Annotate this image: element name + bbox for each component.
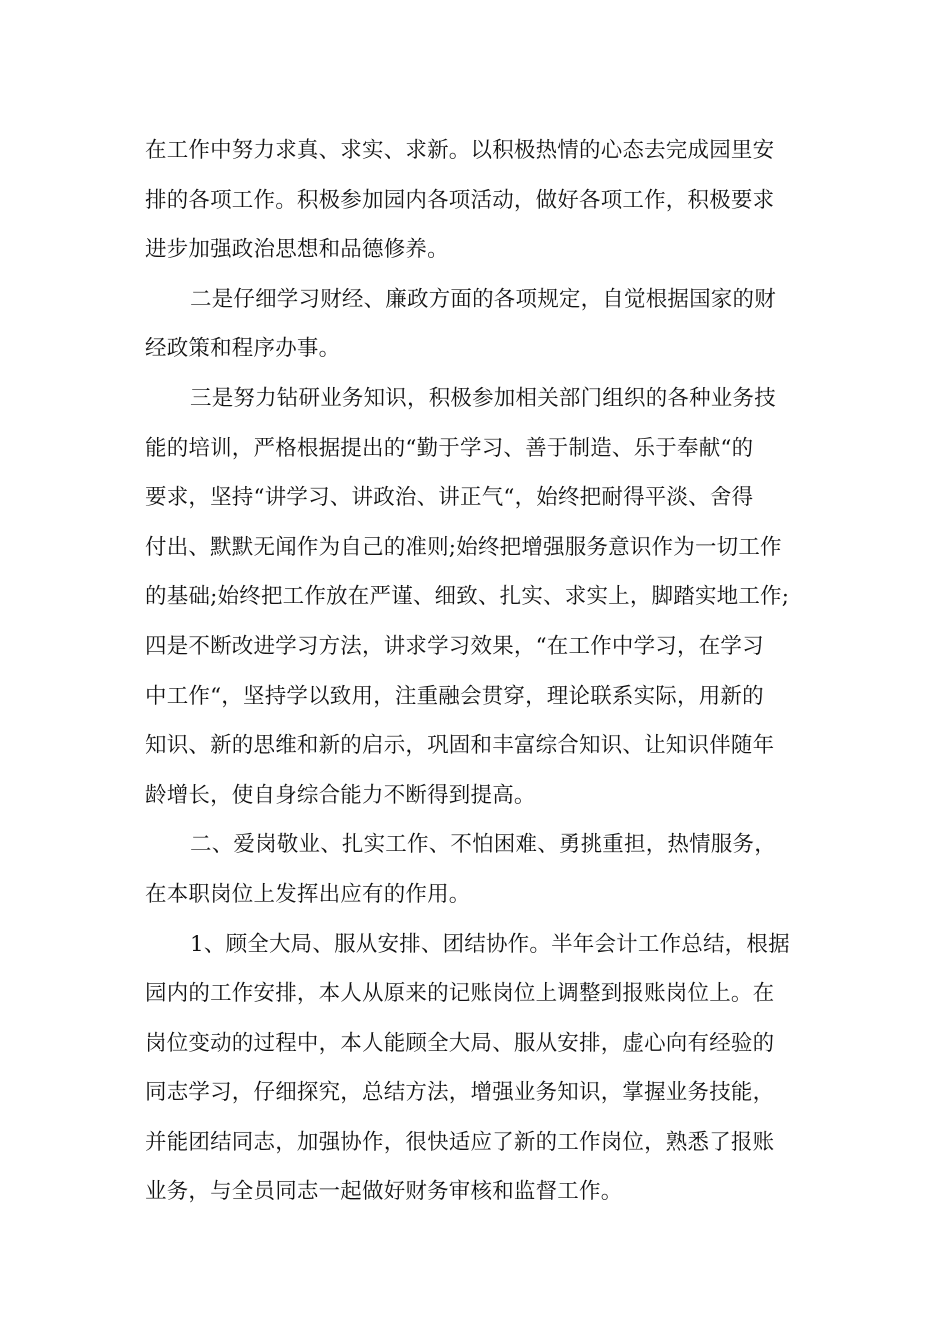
text-line: 四是不断改进学习方法，讲求学习效果，“在工作中学习，在学习 bbox=[145, 633, 764, 659]
text-line: 同志学习，仔细探究，总结方法，增强业务知识，掌握业务技能， bbox=[145, 1080, 775, 1106]
text-line: 知识、新的思维和新的启示，巩固和丰富综合知识、让知识伴随年 bbox=[145, 733, 775, 759]
text-line: 排的各项工作。积极参加园内各项活动，做好各项工作，积极要求 bbox=[145, 187, 775, 213]
text-line: 能的培训，严格根据提出的“勤于学习、善于制造、乐于奉献“的 bbox=[145, 435, 754, 461]
text-line: 进步加强政治思想和品德修养。 bbox=[145, 237, 449, 263]
paragraph-section-two-heading bbox=[145, 820, 810, 919]
text-line: 1、顾全大局、服从安排、团结协作。半年会计工作总结，根据 bbox=[190, 931, 790, 957]
text-line: 在工作中努力求真、求实、求新。以积极热情的心态去完成园里安 bbox=[145, 138, 775, 163]
document-body bbox=[145, 126, 810, 1217]
paragraph-item-one bbox=[145, 920, 810, 1218]
text-line: 并能团结同志，加强协作，很快适应了新的工作岗位，熟悉了报账 bbox=[145, 1129, 775, 1155]
text-line: 园内的工作安排，本人从原来的记账岗位上调整到报账岗位上。在 bbox=[145, 981, 775, 1007]
text-line: 二是仔细学习财经、廉政方面的各项规定，自觉根据国家的财 bbox=[190, 286, 776, 312]
text-line: 龄增长，使自身综合能力不断得到提高。 bbox=[145, 782, 536, 808]
paragraph-point-two bbox=[145, 275, 810, 374]
paragraph-point-three bbox=[145, 374, 810, 820]
text-line: 岗位变动的过程中，本人能顾全大局、服从安排，虚心向有经验的 bbox=[145, 1030, 775, 1056]
text-line: 业务，与全员同志一起做好财务审核和监督工作。 bbox=[145, 1179, 623, 1205]
text-line: 经政策和程序办事。 bbox=[145, 336, 341, 362]
text-line: 中工作“，坚持学以致用，注重融会贯穿，理论联系实际，用新的 bbox=[145, 683, 764, 709]
text-line: 的基础;始终把工作放在严谨、细致、扎实、求实上，脚踏实地工作; bbox=[145, 584, 790, 610]
text-line: 三是努力钻研业务知识，积极参加相关部门组织的各种业务技 bbox=[190, 385, 776, 411]
text-line: 在本职岗位上发挥出应有的作用。 bbox=[145, 881, 471, 907]
text-line: 付出、默默无闻作为自己的准则;始终把增强服务意识作为一切工作 bbox=[145, 534, 782, 560]
text-line: 要求，坚持“讲学习、讲政治、讲正气“，始终把耐得平淡、舍得 bbox=[145, 485, 754, 511]
paragraph-continuation bbox=[145, 126, 810, 275]
text-line: 二、爱岗敬业、扎实工作、不怕困难、勇挑重担，热情服务， bbox=[190, 832, 776, 858]
